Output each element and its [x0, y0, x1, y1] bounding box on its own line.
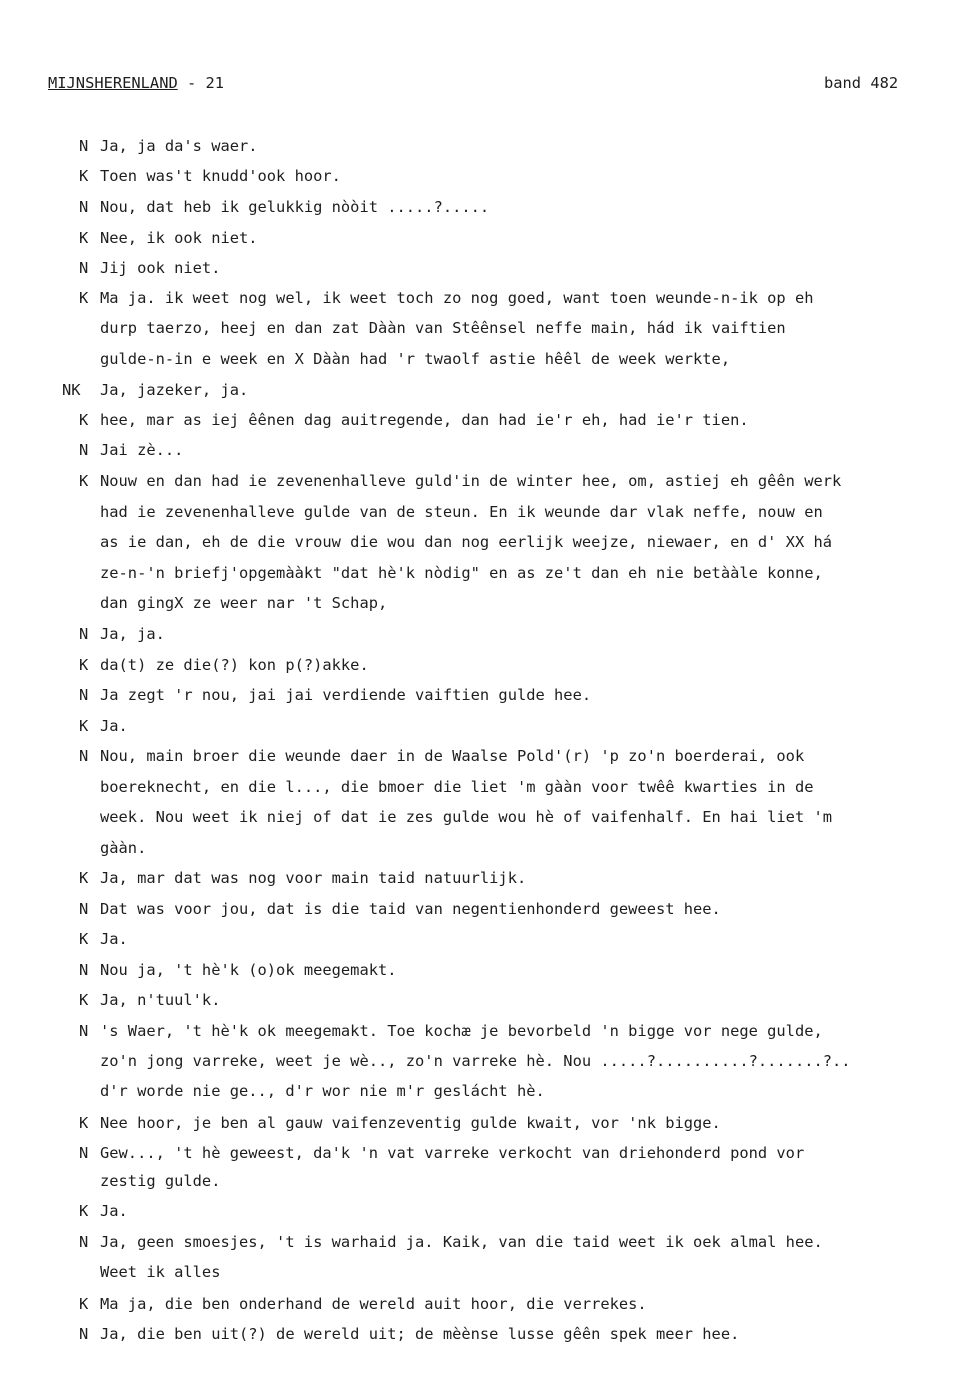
utterance-text: as ie dan, eh de die vrouw die wou dan nog eerlijk weejze, niewaer, en d' XX há: [100, 533, 833, 551]
speaker-label: K: [79, 167, 89, 185]
band-number: band 482: [824, 74, 899, 92]
utterance-text: Ma ja. ik weet nog wel, ik weet toch zo nog goed, want toen weunde-n-ik op eh: [100, 289, 814, 307]
speaker-label: K: [79, 1295, 89, 1313]
speaker-label: K: [79, 229, 89, 247]
speaker-label: N: [79, 1325, 89, 1343]
utterance-text: Dat was voor jou, dat is die taid van negentienhonderd geweest hee.: [100, 900, 721, 918]
utterance-text: Ja.: [100, 1202, 128, 1220]
utterance-text: Nouw en dan had ie zevenenhalleve guld'in de winter hee, om, astiej eh gêên werk: [100, 472, 842, 490]
utterance-text: had ie zevenenhalleve gulde van de steun. En ik weunde dar vlak neffe, nouw en: [100, 503, 823, 521]
utterance-text: Toen was't knudd'ook hoor.: [100, 167, 341, 185]
utterance-text: ze-n-'n briefj'opgemààkt "dat hè'k nòdig" en as ze't dan eh nie betààle konne,: [100, 564, 823, 582]
utterance-text: dan gingX ze weer nar 't Schap,: [100, 594, 388, 612]
utterance-text: Ja.: [100, 930, 128, 948]
utterance-text: Jai zè...: [100, 441, 184, 459]
speaker-label: NK: [62, 381, 81, 399]
utterance-text: week. Nou weet ik niej of dat ie zes gulde wou hè of vaifenhalf. En hai liet 'm: [100, 808, 833, 826]
speaker-label: K: [79, 717, 89, 735]
utterance-text: Nee, ik ook niet.: [100, 229, 258, 247]
utterance-text: zo'n jong varreke, weet je wè.., zo'n varreke hè. Nou .....?..........?.......?..: [100, 1052, 851, 1070]
speaker-label: N: [79, 900, 89, 918]
speaker-label: N: [79, 198, 89, 216]
utterance-text: Nou, dat heb ik gelukkig nòòit .....?.....: [100, 198, 490, 216]
utterance-text: boereknecht, en die l..., die bmoer die liet 'm gààn voor twêê kwarties in de: [100, 778, 814, 796]
utterance-text: Ja, ja da's waer.: [100, 137, 258, 155]
utterance-text: Ja, jazeker, ja.: [100, 381, 249, 399]
utterance-text: da(t) ze die(?) kon p(?)akke.: [100, 656, 369, 674]
speaker-label: N: [79, 1144, 89, 1162]
speaker-label: N: [79, 961, 89, 979]
speaker-label: N: [79, 747, 89, 765]
speaker-label: K: [79, 991, 89, 1009]
speaker-label: N: [79, 259, 89, 277]
page-header-title: [48, 74, 224, 92]
utterance-text: 's Waer, 't hè'k ok meegemakt. Toe kochæ je bevorbeld 'n bigge vor nege gulde,: [100, 1022, 823, 1040]
utterance-text: hee, mar as iej êênen dag auitregende, dan had ie'r eh, had ie'r tien.: [100, 411, 749, 429]
utterance-text: Ja, n'tuul'k.: [100, 991, 221, 1009]
utterance-text: Weet ik alles: [100, 1263, 221, 1281]
speaker-label: K: [79, 1114, 89, 1132]
speaker-label: K: [79, 1202, 89, 1220]
utterance-text: Nou ja, 't hè'k (o)ok meegemakt.: [100, 961, 397, 979]
utterance-text: Ja.: [100, 717, 128, 735]
utterance-text: Ja, geen smoesjes, 't is warhaid ja. Kaik, van die taid weet ik oek almal hee.: [100, 1233, 823, 1251]
speaker-label: K: [79, 411, 89, 429]
place-name: MIJNSHERENLAND: [48, 74, 178, 92]
utterance-text: Nou, main broer die weunde daer in de Waalse Pold'(r) 'p zo'n boerderai, ook: [100, 747, 805, 765]
speaker-label: N: [79, 1022, 89, 1040]
speaker-label: K: [79, 472, 89, 490]
utterance-text: Nee hoor, je ben al gauw vaifenzeventig gulde kwait, vor 'nk bigge.: [100, 1114, 721, 1132]
speaker-label: K: [79, 930, 89, 948]
speaker-label: K: [79, 869, 89, 887]
utterance-text: Jij ook niet.: [100, 259, 221, 277]
utterance-text: Ja zegt 'r nou, jai jai verdiende vaiftien gulde hee.: [100, 686, 592, 704]
utterance-text: Ma ja, die ben onderhand de wereld auit hoor, die verrekes.: [100, 1295, 647, 1313]
utterance-text: Gew..., 't hè geweest, da'k 'n vat varreke verkocht van driehonderd pond vor: [100, 1144, 805, 1162]
utterance-text: zestig gulde.: [100, 1172, 221, 1190]
utterance-text: Ja, die ben uit(?) de wereld uit; de mèènse lusse gêên spek meer hee.: [100, 1325, 740, 1343]
speaker-label: K: [79, 289, 89, 307]
speaker-label: N: [79, 441, 89, 459]
utterance-text: gààn.: [100, 839, 147, 857]
page-number: - 21: [177, 74, 225, 92]
speaker-label: N: [79, 1233, 89, 1251]
utterance-text: d'r worde nie ge.., d'r wor nie m'r geslácht hè.: [100, 1082, 545, 1100]
speaker-label: N: [79, 686, 89, 704]
speaker-label: N: [79, 137, 89, 155]
speaker-label: N: [79, 625, 89, 643]
utterance-text: Ja, mar dat was nog voor main taid natuurlijk.: [100, 869, 527, 887]
utterance-text: durp taerzo, heej en dan zat Dààn van Stêênsel neffe main, hád ik vaiftien: [100, 319, 786, 337]
utterance-text: Ja, ja.: [100, 625, 165, 643]
speaker-label: K: [79, 656, 89, 674]
utterance-text: gulde-n-in e week en X Dààn had 'r twaolf astie hêêl de week werkte,: [100, 350, 731, 368]
